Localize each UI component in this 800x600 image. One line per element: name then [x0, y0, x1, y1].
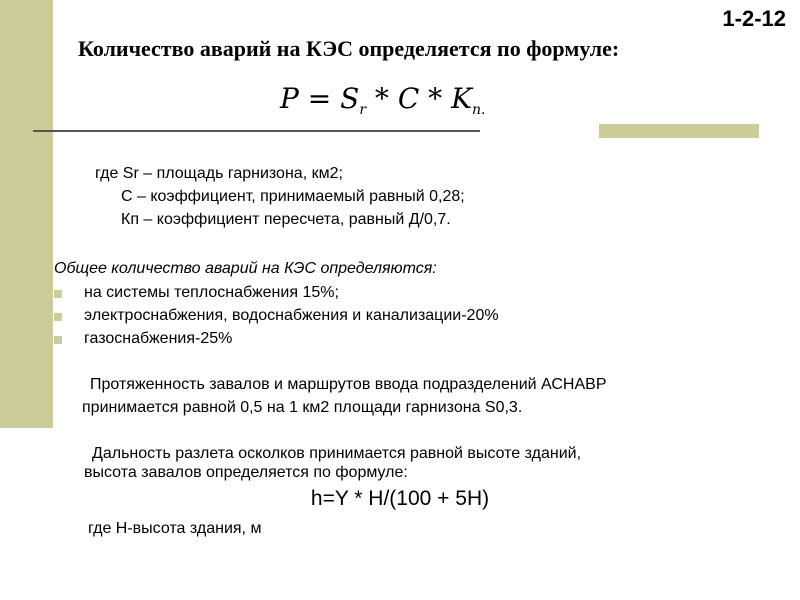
formula-op2: *: [428, 82, 443, 115]
formula-eq: =: [307, 82, 332, 115]
formula-op1: *: [374, 82, 389, 115]
bullet-square-icon: [54, 313, 62, 321]
definition-sr: где Sr – площадь гарнизона, км2;: [95, 165, 343, 182]
formula-k-sub: п.: [472, 102, 486, 118]
bullet-item-heat: на системы теплоснабжения 15%;: [84, 284, 339, 301]
formula-s-sub: r: [359, 102, 367, 118]
side-decor-band: [0, 0, 53, 428]
divider-left: [33, 130, 480, 132]
definition-c: С – коэффициент, принимаемый равный 0,28;: [121, 188, 465, 205]
bullet-square-icon: [54, 290, 62, 298]
debris-formula: h=Y * H/(100 + 5H): [310, 487, 490, 510]
bullet-item-gas: газоснабжения-25%: [84, 330, 233, 347]
para2-line1: Дальность разлета осколков принимается равной высоте зданий,: [92, 445, 582, 462]
para1-line1: Протяженность завалов и маршрутов ввода подразделений АСНАВР: [90, 376, 607, 393]
formula-c: C: [397, 82, 420, 115]
slide-title: Количество аварий на КЭС определяется по формуле:: [78, 36, 620, 61]
definition-kp: Кп – коэффициент пересчета, равный Д/0,7.: [121, 211, 451, 228]
bullet-item-power: электроснабжения, водоснабжения и канализации-20%: [84, 307, 499, 324]
main-formula: [280, 82, 485, 118]
slide-number: 1-2-12: [722, 6, 786, 31]
debris-formula-note: где Н-высота здания, м: [88, 520, 262, 537]
formula-p: P: [280, 82, 299, 115]
para2-line2: высота завалов определяется по формуле:: [84, 464, 408, 481]
para1-line2: принимается равной 0,5 на 1 км2 площади гарнизона S0,3.: [82, 399, 523, 416]
divider-accent-block: [599, 124, 759, 138]
formula-s: S: [340, 82, 360, 115]
total-heading: Общее количество аварий на КЭС определяются:: [54, 260, 437, 277]
formula-k: K: [451, 82, 472, 115]
bullet-square-icon: [54, 336, 62, 344]
